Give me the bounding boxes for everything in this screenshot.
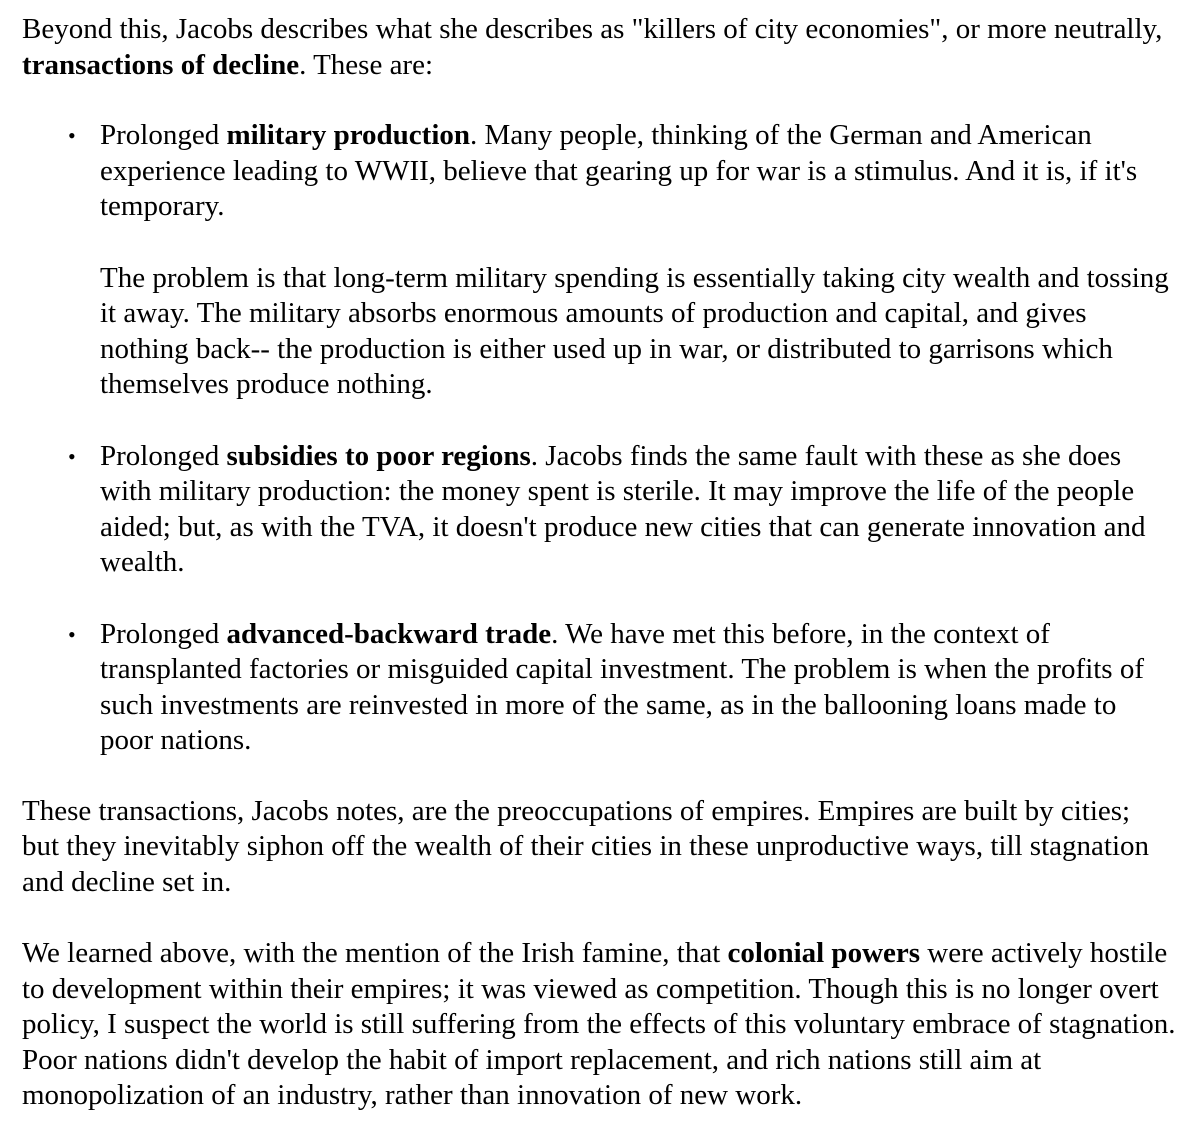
colonial-text-end: were actively hostile to development within their empires; it was viewed as competition. Though this is no longer overt policy, I suspect the world is still suffering from the effects of this voluntary embrace of stagnation. Poor nations didn't develop the habit of import replacement, and rich nations still aim at monopolization of an industry, rather than innovation of new work. [22,937,1176,1111]
list-item-military-production [68,118,1172,403]
list-item-paragraph [100,439,1160,581]
intro-paragraph [22,12,1172,83]
colonial-text: We learned above, with the mention of the Irish famine, that [22,937,728,969]
list-item-prefix: Prolonged [100,617,227,650]
list-item-paragraph [100,617,1160,759]
colonial-bold-term: colonial powers [727,937,921,969]
list-item-text: . Many people, thinking of the German and American experience leading to WWII, believe that gearing up for war is a stimulus. And it is, if it's temporary. [100,119,1138,222]
list-item-advanced-backward-trade [68,617,1160,759]
intro-text-end: . These are: [299,48,434,81]
list-item-text: . We have met this before, in the context of transplanted factories or misguided capital investment. The problem is when the profits of such investments are reinvested in more of the same, as in the ballooning loans made to poor nations. [100,617,1144,756]
list-item-subsidies [68,439,1160,581]
list-item-prefix: Prolonged [100,439,227,472]
intro-bold-term: transactions of decline [22,48,300,81]
colonial-powers-paragraph [22,936,1182,1114]
intro-text: Beyond this, Jacobs describes what she describes as "killers of city economies", or more neutrally, [22,13,1163,45]
list-item-text: . Jacobs finds the same fault with these as she does with military production: the money spent is sterile. It may improve the life of the people aided; but, as with the TVA, it doesn't produce new cities that can generate innovation and wealth. [100,439,1146,578]
list-item-prefix: Prolonged [100,119,227,151]
list-item-bold-term: subsidies to poor regions [226,439,531,472]
empires-paragraph: These transactions, Jacobs notes, are the preoccupations of empires. Empires are built by cities; but they inevitably siphon off the wealth of their cities in these unproductive ways, till stagnation and decline set in. [22,794,1150,898]
bullet-icon: • [68,621,76,647]
bullet-icon: • [68,443,76,469]
bullet-icon: • [68,123,76,148]
list-item-paragraph [100,118,1172,225]
list-item-bold-term: military production [226,119,471,151]
list-item-bold-term: advanced-backward trade [226,617,552,650]
article-body [22,12,1182,1114]
transactions-of-decline-list [22,118,1182,759]
list-item-second-paragraph: The problem is that long-term military spending is essentially taking city wealth and tossing it away. The military absorbs enormous amounts of production and capital, and gives nothing back-- the production is either used up in war, or distributed to garrisons which themselves produce nothing. [100,261,1169,400]
